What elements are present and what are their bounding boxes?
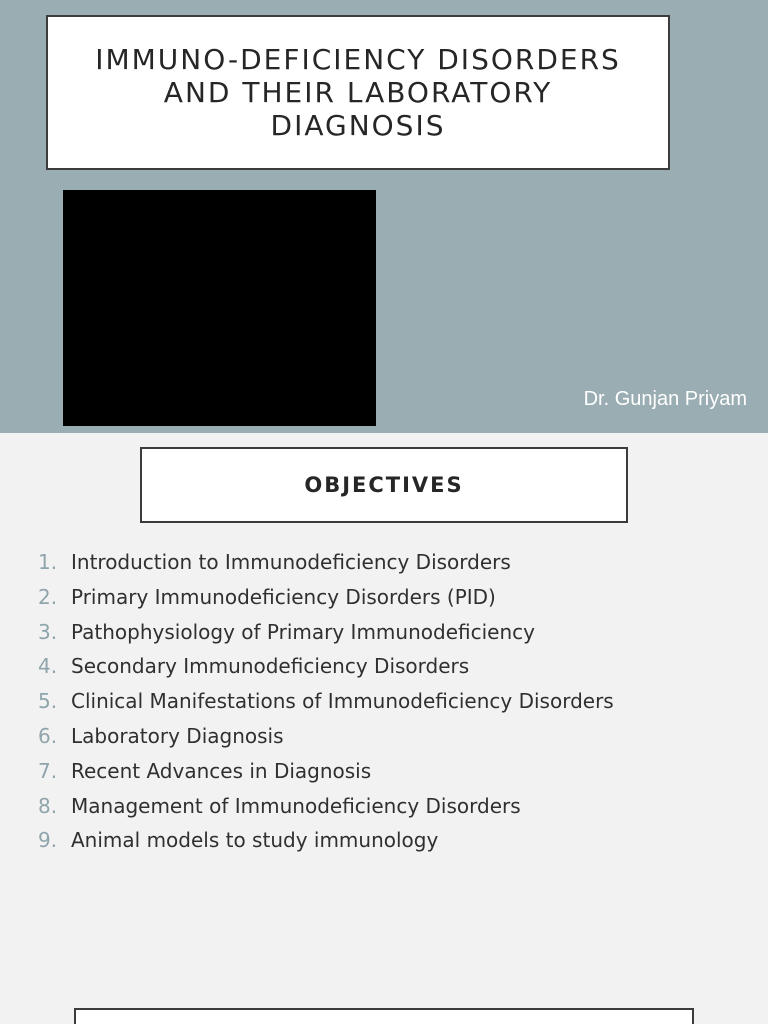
list-item-text: Clinical Manifestations of Immunodeficiency Disorders xyxy=(71,689,614,714)
list-item-number: 7. xyxy=(38,758,58,783)
list-item-number: 4. xyxy=(38,654,58,679)
list-item xyxy=(38,585,614,620)
objectives-heading: OBJECTIVES xyxy=(304,473,464,497)
objectives-list xyxy=(38,550,614,863)
title-line: DIAGNOSIS xyxy=(270,109,446,142)
list-item-text: Management of Immunodeficiency Disorders xyxy=(71,793,521,818)
list-item-text: Pathophysiology of Primary Immunodeficiency xyxy=(71,619,535,644)
list-item xyxy=(38,794,614,829)
list-item-number: 3. xyxy=(38,619,58,644)
list-item xyxy=(38,689,614,724)
objectives-slide xyxy=(0,433,768,1024)
list-item-text: Secondary Immunodeficiency Disorders xyxy=(71,654,470,679)
list-item-text: Animal models to study immunology xyxy=(71,828,439,853)
list-item xyxy=(38,654,614,689)
list-item-text: Laboratory Diagnosis xyxy=(71,723,284,748)
title-line: IMMUNO-DEFICIENCY DISORDERS xyxy=(95,43,621,76)
list-item-text: Recent Advances in Diagnosis xyxy=(71,758,372,783)
list-item xyxy=(38,550,614,585)
list-item-text: Introduction to Immunodeficiency Disorders xyxy=(71,550,511,574)
next-slide-title-box xyxy=(74,1008,694,1024)
title-box xyxy=(46,15,670,170)
title-slide xyxy=(0,0,768,433)
list-item xyxy=(38,828,614,863)
list-item-number: 2. xyxy=(38,584,58,609)
list-item-number: 5. xyxy=(38,689,58,714)
list-item-number: 1. xyxy=(38,550,58,574)
list-item-text: Primary Immunodeficiency Disorders (PID) xyxy=(71,584,496,609)
list-item-number: 8. xyxy=(38,793,58,818)
author-name: Dr. Gunjan Priyam xyxy=(583,388,747,410)
objectives-heading-box xyxy=(140,447,628,523)
slide-title xyxy=(75,43,641,142)
list-item-number: 6. xyxy=(38,723,58,748)
list-item xyxy=(38,620,614,655)
list-item xyxy=(38,724,614,759)
title-line: AND THEIR LABORATORY xyxy=(163,76,553,109)
list-item xyxy=(38,759,614,794)
redacted-image xyxy=(63,190,376,426)
list-item-number: 9. xyxy=(38,828,58,853)
